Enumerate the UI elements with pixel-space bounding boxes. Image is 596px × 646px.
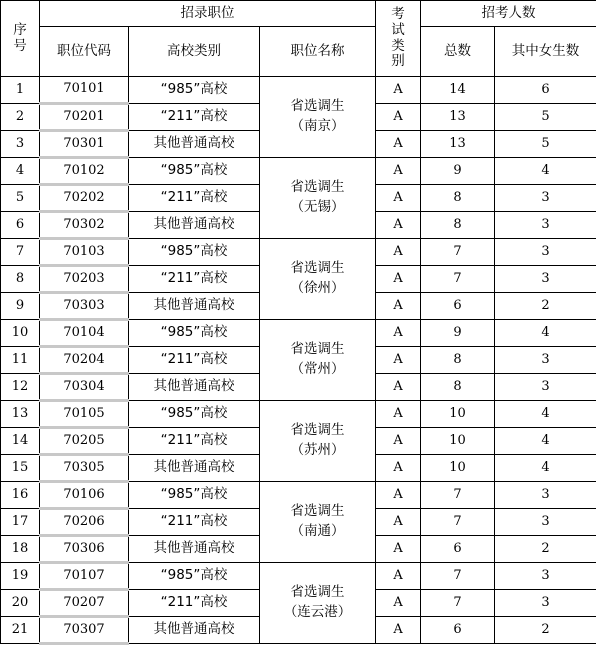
cell-school-type: 其他普通高校 bbox=[129, 374, 260, 401]
cell-position-code: 70301 bbox=[40, 131, 129, 158]
cell-female: 5 bbox=[495, 131, 596, 158]
cell-position-code: 70104 bbox=[40, 320, 129, 347]
cell-total: 13 bbox=[421, 131, 495, 158]
cell-school-type: 其他普通高校 bbox=[129, 455, 260, 482]
cell-exam-type: A bbox=[376, 266, 421, 293]
cell-exam-type: A bbox=[376, 536, 421, 563]
cell-exam-type: A bbox=[376, 428, 421, 455]
cell-seq: 9 bbox=[1, 293, 40, 320]
header-position-code: 职位代码 bbox=[40, 27, 129, 77]
cell-seq: 6 bbox=[1, 212, 40, 239]
cell-female: 4 bbox=[495, 320, 596, 347]
cell-female: 6 bbox=[495, 77, 596, 104]
cell-seq: 1 bbox=[1, 77, 40, 104]
cell-total: 8 bbox=[421, 185, 495, 212]
cell-position-code: 70302 bbox=[40, 212, 129, 239]
cell-school-type: “211”高校 bbox=[129, 266, 260, 293]
cell-position-code: 70106 bbox=[40, 482, 129, 509]
table-row bbox=[1, 158, 596, 185]
cell-seq: 18 bbox=[1, 536, 40, 563]
cell-female: 3 bbox=[495, 185, 596, 212]
cell-total: 14 bbox=[421, 77, 495, 104]
cell-school-type: 其他普通高校 bbox=[129, 293, 260, 320]
cell-exam-type: A bbox=[376, 347, 421, 374]
cell-position-code: 70101 bbox=[40, 77, 129, 104]
cell-total: 8 bbox=[421, 212, 495, 239]
cell-position-name bbox=[260, 239, 376, 320]
cell-position-name bbox=[260, 482, 376, 563]
cell-seq: 12 bbox=[1, 374, 40, 401]
position-name-line2: （连云港） bbox=[283, 604, 352, 620]
header-recruit-count: 招考人数 bbox=[421, 1, 596, 27]
cell-exam-type: A bbox=[376, 158, 421, 185]
cell-female: 5 bbox=[495, 104, 596, 131]
table-row bbox=[1, 77, 596, 104]
header-recruit-position: 招录职位 bbox=[40, 1, 376, 27]
cell-school-type: 其他普通高校 bbox=[129, 131, 260, 158]
cell-school-type: “211”高校 bbox=[129, 590, 260, 617]
cell-female: 3 bbox=[495, 347, 596, 374]
cell-total: 10 bbox=[421, 401, 495, 428]
position-name-line1: 省选调生 bbox=[290, 503, 345, 520]
cell-total: 7 bbox=[421, 563, 495, 590]
cell-female: 2 bbox=[495, 617, 596, 644]
cell-position-code: 70305 bbox=[40, 455, 129, 482]
position-name-line1: 省选调生 bbox=[290, 584, 345, 601]
cell-total: 8 bbox=[421, 347, 495, 374]
cell-seq: 3 bbox=[1, 131, 40, 158]
cell-position-code: 70203 bbox=[40, 266, 129, 293]
cell-seq: 8 bbox=[1, 266, 40, 293]
cell-seq: 19 bbox=[1, 563, 40, 590]
cell-position-code: 70306 bbox=[40, 536, 129, 563]
cell-female: 2 bbox=[495, 293, 596, 320]
cell-total: 10 bbox=[421, 455, 495, 482]
cell-school-type: 其他普通高校 bbox=[129, 212, 260, 239]
cell-school-type: “985”高校 bbox=[129, 158, 260, 185]
cell-school-type: 其他普通高校 bbox=[129, 617, 260, 644]
cell-position-code: 70204 bbox=[40, 347, 129, 374]
cell-exam-type: A bbox=[376, 374, 421, 401]
table-row bbox=[1, 482, 596, 509]
cell-seq: 17 bbox=[1, 509, 40, 536]
header-exam-type: 考 试 类 别 bbox=[376, 1, 421, 77]
cell-total: 8 bbox=[421, 374, 495, 401]
position-name-line2: （徐州） bbox=[290, 280, 345, 296]
cell-exam-type: A bbox=[376, 77, 421, 104]
cell-position-code: 70304 bbox=[40, 374, 129, 401]
cell-exam-type: A bbox=[376, 509, 421, 536]
cell-position-name bbox=[260, 320, 376, 401]
cell-total: 7 bbox=[421, 482, 495, 509]
cell-female: 4 bbox=[495, 158, 596, 185]
header-position-name: 职位名称 bbox=[260, 27, 376, 77]
table-body bbox=[1, 77, 596, 644]
position-name-line2: （苏州） bbox=[290, 442, 345, 458]
cell-position-name bbox=[260, 158, 376, 239]
cell-school-type: 其他普通高校 bbox=[129, 536, 260, 563]
cell-female: 3 bbox=[495, 563, 596, 590]
header-total: 总数 bbox=[421, 27, 495, 77]
cell-school-type: “985”高校 bbox=[129, 77, 260, 104]
header-female: 其中女生数 bbox=[495, 27, 596, 77]
position-name-line1: 省选调生 bbox=[290, 260, 345, 277]
cell-exam-type: A bbox=[376, 590, 421, 617]
cell-seq: 20 bbox=[1, 590, 40, 617]
cell-total: 6 bbox=[421, 293, 495, 320]
cell-school-type: “211”高校 bbox=[129, 509, 260, 536]
table-row bbox=[1, 563, 596, 590]
cell-position-name bbox=[260, 401, 376, 482]
position-name-line1: 省选调生 bbox=[290, 98, 345, 115]
cell-female: 3 bbox=[495, 239, 596, 266]
cell-position-code: 70201 bbox=[40, 104, 129, 131]
cell-position-name bbox=[260, 77, 376, 158]
cell-seq: 5 bbox=[1, 185, 40, 212]
cell-school-type: “211”高校 bbox=[129, 185, 260, 212]
cell-total: 9 bbox=[421, 320, 495, 347]
cell-seq: 15 bbox=[1, 455, 40, 482]
cell-total: 7 bbox=[421, 239, 495, 266]
cell-position-code: 70102 bbox=[40, 158, 129, 185]
position-name-line2: （常州） bbox=[290, 361, 345, 377]
cell-female: 3 bbox=[495, 374, 596, 401]
cell-exam-type: A bbox=[376, 239, 421, 266]
cell-seq: 10 bbox=[1, 320, 40, 347]
cell-school-type: “985”高校 bbox=[129, 482, 260, 509]
position-name-line1: 省选调生 bbox=[290, 179, 345, 196]
position-name-line2: （南通） bbox=[290, 523, 345, 539]
cell-total: 7 bbox=[421, 590, 495, 617]
cell-total: 10 bbox=[421, 428, 495, 455]
cell-female: 4 bbox=[495, 455, 596, 482]
cell-total: 9 bbox=[421, 158, 495, 185]
table-row bbox=[1, 401, 596, 428]
cell-school-type: “211”高校 bbox=[129, 347, 260, 374]
cell-exam-type: A bbox=[376, 455, 421, 482]
cell-seq: 13 bbox=[1, 401, 40, 428]
cell-position-code: 70205 bbox=[40, 428, 129, 455]
cell-position-code: 70105 bbox=[40, 401, 129, 428]
cell-school-type: “985”高校 bbox=[129, 320, 260, 347]
cell-female: 3 bbox=[495, 509, 596, 536]
cell-female: 2 bbox=[495, 536, 596, 563]
cell-seq: 21 bbox=[1, 617, 40, 644]
position-name-line2: （南京） bbox=[290, 118, 345, 134]
cell-position-code: 70202 bbox=[40, 185, 129, 212]
cell-female: 3 bbox=[495, 266, 596, 293]
cell-exam-type: A bbox=[376, 401, 421, 428]
cell-school-type: “985”高校 bbox=[129, 563, 260, 590]
cell-exam-type: A bbox=[376, 131, 421, 158]
cell-total: 7 bbox=[421, 509, 495, 536]
cell-exam-type: A bbox=[376, 320, 421, 347]
cell-exam-type: A bbox=[376, 212, 421, 239]
table-row bbox=[1, 320, 596, 347]
cell-seq: 11 bbox=[1, 347, 40, 374]
cell-female: 4 bbox=[495, 401, 596, 428]
cell-female: 3 bbox=[495, 590, 596, 617]
cell-total: 6 bbox=[421, 617, 495, 644]
cell-exam-type: A bbox=[376, 293, 421, 320]
cell-position-name bbox=[260, 563, 376, 644]
cell-position-code: 70103 bbox=[40, 239, 129, 266]
position-name-line1: 省选调生 bbox=[290, 422, 345, 439]
cell-school-type: “985”高校 bbox=[129, 239, 260, 266]
cell-exam-type: A bbox=[376, 185, 421, 212]
cell-seq: 16 bbox=[1, 482, 40, 509]
cell-school-type: “211”高校 bbox=[129, 428, 260, 455]
cell-total: 7 bbox=[421, 266, 495, 293]
cell-female: 3 bbox=[495, 212, 596, 239]
cell-exam-type: A bbox=[376, 104, 421, 131]
cell-position-code: 70206 bbox=[40, 509, 129, 536]
cell-exam-type: A bbox=[376, 563, 421, 590]
cell-female: 4 bbox=[495, 428, 596, 455]
cell-seq: 4 bbox=[1, 158, 40, 185]
cell-position-code: 70307 bbox=[40, 617, 129, 644]
cell-female: 3 bbox=[495, 482, 596, 509]
header-school-type: 高校类别 bbox=[129, 27, 260, 77]
position-name-line2: （无锡） bbox=[290, 199, 345, 215]
cell-exam-type: A bbox=[376, 482, 421, 509]
cell-total: 6 bbox=[421, 536, 495, 563]
cell-position-code: 70303 bbox=[40, 293, 129, 320]
cell-seq: 2 bbox=[1, 104, 40, 131]
position-name-line1: 省选调生 bbox=[290, 341, 345, 358]
table-row bbox=[1, 239, 596, 266]
header-seq: 序 号 bbox=[1, 1, 40, 77]
cell-position-code: 70107 bbox=[40, 563, 129, 590]
cell-total: 13 bbox=[421, 104, 495, 131]
cell-seq: 14 bbox=[1, 428, 40, 455]
cell-seq: 7 bbox=[1, 239, 40, 266]
cell-school-type: “211”高校 bbox=[129, 104, 260, 131]
cell-position-code: 70207 bbox=[40, 590, 129, 617]
cell-school-type: “985”高校 bbox=[129, 401, 260, 428]
cell-exam-type: A bbox=[376, 617, 421, 644]
